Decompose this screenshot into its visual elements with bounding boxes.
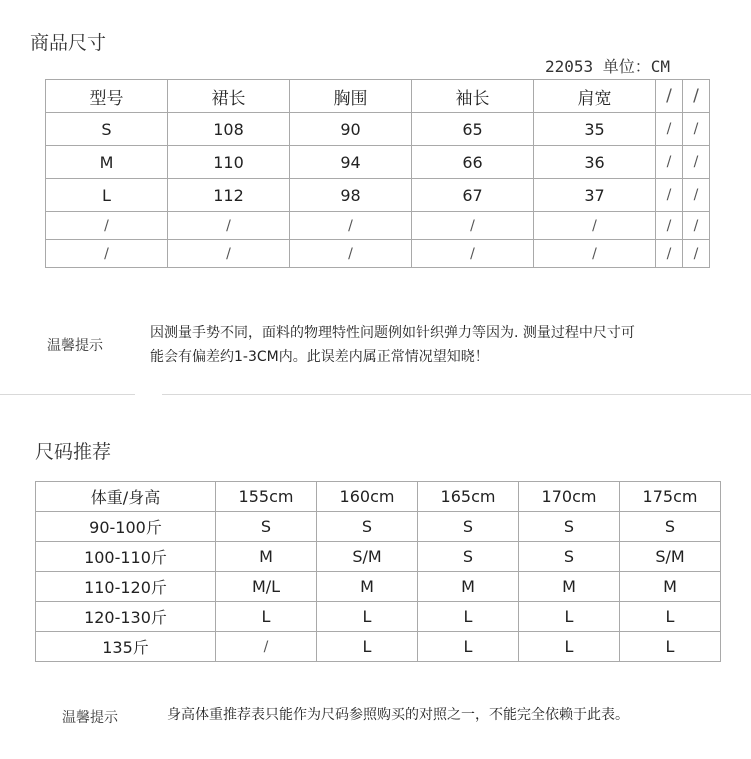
rec-table-cell: S [418, 512, 519, 542]
size-table-cell: / [290, 212, 412, 240]
rec-table-row [36, 632, 721, 662]
size-tip-label: 温馨提示 [47, 338, 103, 354]
rec-table-cell: S [519, 512, 620, 542]
size-table-row [46, 179, 710, 212]
size-table-header-row [46, 80, 710, 113]
size-table-cell: 108 [168, 113, 290, 146]
size-table-cell: 90 [290, 113, 412, 146]
size-table-cell: / [683, 146, 710, 179]
rec-table-cell: / [216, 632, 317, 662]
rec-table-cell: M [620, 572, 721, 602]
size-recommendation-table [35, 481, 721, 662]
size-table-cell: 67 [412, 179, 534, 212]
size-table [45, 79, 710, 268]
size-table-cell: 98 [290, 179, 412, 212]
rec-table-cell: M [216, 542, 317, 572]
size-table-header-cell: / [656, 80, 683, 113]
rec-table-cell: L [317, 632, 418, 662]
rec-table-cell: L [620, 632, 721, 662]
rec-table-header-row [36, 482, 721, 512]
size-table-cell: 112 [168, 179, 290, 212]
rec-table-row [36, 512, 721, 542]
rec-table-cell: M [418, 572, 519, 602]
section-divider-right [162, 394, 751, 395]
rec-table-cell: L [620, 602, 721, 632]
size-table-cell: 110 [168, 146, 290, 179]
rec-table-cell: L [418, 632, 519, 662]
size-tip-line-1: 因测量手势不同，面料的物理特性问题例如针织弹力等因为. 测量过程中尺寸可 [150, 325, 635, 341]
size-table-header-cell: 肩宽 [534, 80, 656, 113]
rec-table-cell: L [519, 602, 620, 632]
size-table-cell: / [412, 212, 534, 240]
rec-tip-label: 温馨提示 [62, 710, 118, 726]
rec-table-cell: L [216, 602, 317, 632]
rec-table-cell: 110-120斤 [36, 572, 216, 602]
rec-table-row [36, 602, 721, 632]
size-table-cell: / [656, 212, 683, 240]
rec-table-cell: M/L [216, 572, 317, 602]
size-table-cell: 37 [534, 179, 656, 212]
size-table-cell: / [412, 240, 534, 268]
size-table-cell: / [534, 212, 656, 240]
rec-table-cell: L [317, 602, 418, 632]
rec-table-header-cell: 160cm [317, 482, 418, 512]
size-table-row [46, 113, 710, 146]
size-table-header-cell: 胸围 [290, 80, 412, 113]
size-table-cell: 94 [290, 146, 412, 179]
size-table-cell: / [656, 113, 683, 146]
rec-table-cell: 120-130斤 [36, 602, 216, 632]
rec-table-header-cell: 170cm [519, 482, 620, 512]
size-table-header-cell: 袖长 [412, 80, 534, 113]
size-table-cell: / [656, 146, 683, 179]
rec-table-cell: L [519, 632, 620, 662]
section-divider-left [0, 394, 135, 395]
size-table-header-cell: 型号 [46, 80, 168, 113]
size-table-cell: 36 [534, 146, 656, 179]
rec-section-title: 尺码推荐 [35, 441, 112, 463]
rec-table-cell: S [519, 542, 620, 572]
size-table-cell: M [46, 146, 168, 179]
rec-table-header-cell: 体重/身高 [36, 482, 216, 512]
rec-table-cell: L [418, 602, 519, 632]
rec-table-cell: S [317, 512, 418, 542]
size-table-cell: / [534, 240, 656, 268]
rec-table-cell: S [620, 512, 721, 542]
size-table-cell: / [683, 179, 710, 212]
rec-table-cell: 90-100斤 [36, 512, 216, 542]
size-table-cell: / [683, 240, 710, 268]
size-table-cell: 66 [412, 146, 534, 179]
size-table-cell: S [46, 113, 168, 146]
rec-table-header-cell: 155cm [216, 482, 317, 512]
size-table-cell: / [683, 113, 710, 146]
size-table-cell: / [656, 179, 683, 212]
rec-table-row [36, 572, 721, 602]
size-table-row [46, 240, 710, 268]
rec-table-cell: M [519, 572, 620, 602]
size-table-cell: 35 [534, 113, 656, 146]
rec-table-cell: S [216, 512, 317, 542]
rec-tip-text: 身高体重推荐表只能作为尺码参照购买的对照之一，不能完全依赖于此表。 [167, 707, 629, 723]
size-table-row [46, 212, 710, 240]
rec-table-cell: S/M [620, 542, 721, 572]
rec-table-cell: S/M [317, 542, 418, 572]
size-section-title: 商品尺寸 [30, 32, 107, 54]
rec-table-header-cell: 165cm [418, 482, 519, 512]
size-table-cell: / [168, 240, 290, 268]
rec-table-row [36, 542, 721, 572]
rec-table-cell: 100-110斤 [36, 542, 216, 572]
size-table-cell: / [46, 240, 168, 268]
size-table-header-cell: / [683, 80, 710, 113]
rec-table-cell: M [317, 572, 418, 602]
size-table-row [46, 146, 710, 179]
size-table-cell: / [683, 212, 710, 240]
model-unit-label: 22053 单位：CM [545, 57, 671, 76]
size-table-header-cell: 裙长 [168, 80, 290, 113]
rec-table-header-cell: 175cm [620, 482, 721, 512]
rec-table-cell: 135斤 [36, 632, 216, 662]
rec-table-cell: S [418, 542, 519, 572]
size-table-cell: / [656, 240, 683, 268]
size-table-cell: / [168, 212, 290, 240]
size-tip-line-2: 能会有偏差约1-3CM内。此误差内属正常情况望知晓！ [150, 349, 489, 365]
size-table-cell: / [46, 212, 168, 240]
size-table-cell: 65 [412, 113, 534, 146]
size-table-cell: L [46, 179, 168, 212]
size-table-cell: / [290, 240, 412, 268]
